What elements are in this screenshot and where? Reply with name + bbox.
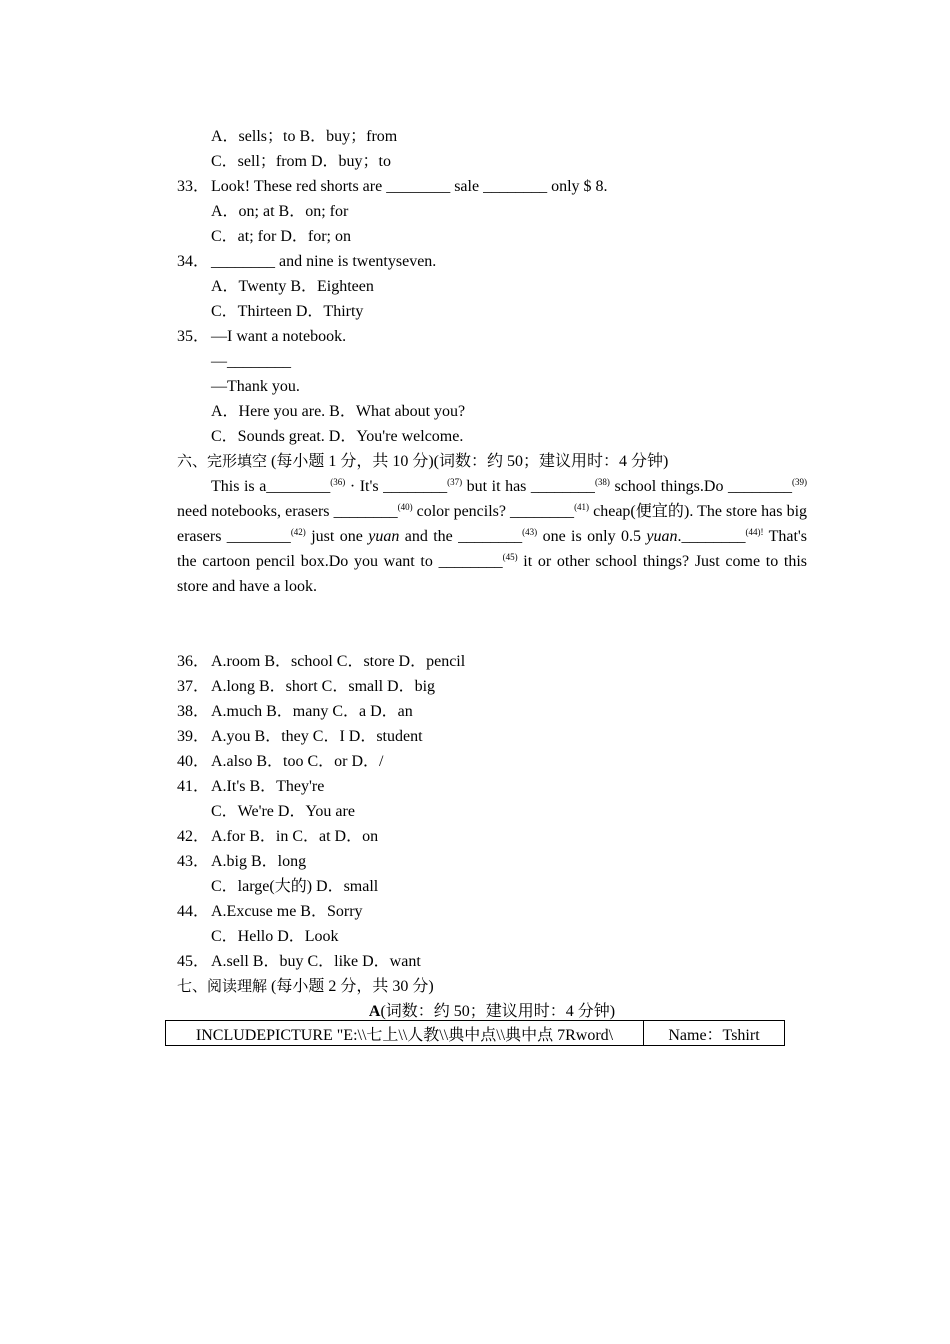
q45-text: A.sell B．buy C．like D．want bbox=[211, 953, 421, 970]
cloze-text: · It's ________ bbox=[345, 478, 448, 495]
cloze-text: color pencils? ________ bbox=[412, 503, 575, 520]
cloze-text: That's the cartoon pencil box.Do you want to ________ bbox=[177, 528, 808, 570]
table-cell-name: Name：Tshirt bbox=[644, 1021, 785, 1046]
section6-heading bbox=[177, 449, 807, 474]
q33-options-ab: A．on; at B．on; for bbox=[211, 203, 349, 220]
part-a-info: (词数：约 50；建议用时：4 分钟) bbox=[380, 1003, 616, 1020]
blank-marker-40: (40) bbox=[397, 502, 413, 512]
blank-marker-39: (39) bbox=[792, 477, 807, 487]
blank-marker-42: (42) bbox=[290, 527, 306, 537]
q45-number: 45． bbox=[177, 953, 210, 970]
cloze-text: and the ________ bbox=[399, 528, 523, 545]
q36-text: A.room B．school C．store D．pencil bbox=[211, 653, 466, 670]
q41-text: A.It's B．They're bbox=[211, 778, 325, 795]
q45-options bbox=[177, 949, 807, 974]
q35-options-cd: C．Sounds great. D．You're welcome. bbox=[211, 428, 464, 445]
q35-line3: —Thank you. bbox=[211, 378, 300, 395]
q42-options bbox=[177, 824, 807, 849]
blank-marker-37: (37) bbox=[447, 477, 463, 487]
q44-options bbox=[177, 899, 807, 924]
q33-text: Look! These red shorts are ________ sale ________ only $ 8. bbox=[211, 178, 608, 195]
q43-number: 43． bbox=[177, 853, 210, 870]
q39-number: 39． bbox=[177, 728, 210, 745]
section6-title: 六、完形填空 bbox=[177, 452, 268, 470]
q35-stem bbox=[177, 324, 807, 349]
q43-options bbox=[177, 849, 807, 874]
q41-options bbox=[177, 774, 807, 799]
cloze-text: just one bbox=[305, 528, 369, 545]
cloze-passage bbox=[177, 474, 807, 599]
q44-number: 44． bbox=[177, 903, 210, 920]
q40-number: 40． bbox=[177, 753, 210, 770]
blank-marker-36: (36) bbox=[330, 477, 346, 487]
q34-options-cd: C．Thirteen D．Thirty bbox=[211, 303, 364, 320]
blank-marker-41: (41) bbox=[574, 502, 590, 512]
q35-line2: —________ bbox=[211, 353, 291, 370]
blank-marker-45: (45) bbox=[502, 552, 518, 562]
section7-heading bbox=[177, 974, 807, 999]
q37-options bbox=[177, 674, 807, 699]
blank-marker-43: (43) bbox=[522, 527, 538, 537]
q35-number: 35． bbox=[177, 328, 210, 345]
cloze-text: cheap(便宜的). The store has big erasers ________ bbox=[177, 503, 808, 545]
q35-line1: —I want a notebook. bbox=[211, 328, 347, 345]
q40-text: A.also B．too C．or D．/ bbox=[211, 753, 384, 770]
blank-marker-44: (44)! bbox=[745, 527, 764, 537]
q39-options bbox=[177, 724, 807, 749]
q34-stem bbox=[177, 249, 807, 274]
q36-number: 36． bbox=[177, 653, 210, 670]
table-cell-picture-field: INCLUDEPICTURE "E:\\七上\\人教\\典中点\\典中点 7Rword\ bbox=[166, 1021, 644, 1046]
q40-options bbox=[177, 749, 807, 774]
section7-info: (每小题 2 分，共 30 分) bbox=[267, 978, 434, 995]
section6-info: (每小题 1 分，共 10 分)(词数：约 50；建议用时：4 分钟) bbox=[267, 453, 669, 470]
section7-title: 七、阅读理解 bbox=[177, 977, 268, 995]
q38-number: 38． bbox=[177, 703, 210, 720]
q44-text: A.Excuse me B．Sorry bbox=[211, 903, 363, 920]
q36-options bbox=[177, 649, 807, 674]
q38-text: A.much B．many C．a D．an bbox=[211, 703, 413, 720]
cloze-italic-word: yuan bbox=[368, 528, 400, 545]
cloze-text: but it has ________ bbox=[462, 478, 595, 495]
cloze-text: it or other school things? Just come to this store and have a look. bbox=[177, 553, 808, 595]
q33-options-cd: C．at; for D．for; on bbox=[211, 228, 351, 245]
table-row bbox=[166, 1021, 785, 1046]
reading-table bbox=[165, 1020, 785, 1046]
cloze-italic-word: yuan bbox=[646, 528, 678, 545]
cloze-text: .________ bbox=[677, 528, 746, 545]
worksheet-page bbox=[177, 124, 807, 1024]
q43-text: A.big B．long bbox=[211, 853, 307, 870]
blank-marker-38: (38) bbox=[594, 477, 610, 487]
cloze-text: one is only 0.5 bbox=[537, 528, 647, 545]
cloze-text: This is a________ bbox=[211, 478, 331, 495]
cloze-text: school things.Do ________ bbox=[609, 478, 792, 495]
cloze-text: need notebooks, erasers ________ bbox=[177, 503, 398, 520]
q34-number: 34． bbox=[177, 253, 210, 270]
q41-options-cd: C．We're D．You are bbox=[211, 803, 355, 820]
q33-number: 33． bbox=[177, 178, 210, 195]
q34-text: ________ and nine is twentyseven. bbox=[211, 253, 437, 270]
q33-stem bbox=[177, 174, 807, 199]
q39-text: A.you B．they C．I D．student bbox=[211, 728, 423, 745]
q38-options bbox=[177, 699, 807, 724]
q37-number: 37． bbox=[177, 678, 210, 695]
q34-options-ab: A．Twenty B．Eighteen bbox=[211, 278, 374, 295]
q43-options-cd: C．large(大的) D．small bbox=[211, 878, 379, 895]
q32-options-cd: C．sell；from D．buy；to bbox=[211, 153, 391, 170]
part-a-label: A bbox=[368, 1003, 381, 1020]
q41-number: 41． bbox=[177, 778, 210, 795]
q32-options-ab: A．sells；to B．buy；from bbox=[211, 128, 398, 145]
q42-number: 42． bbox=[177, 828, 210, 845]
q44-options-cd: C．Hello D．Look bbox=[211, 928, 339, 945]
q37-text: A.long B．short C．small D．big bbox=[211, 678, 436, 695]
spacer bbox=[177, 599, 807, 649]
q35-options-ab: A．Here you are. B．What about you? bbox=[211, 403, 466, 420]
q42-text: A.for B．in C．at D．on bbox=[211, 828, 379, 845]
